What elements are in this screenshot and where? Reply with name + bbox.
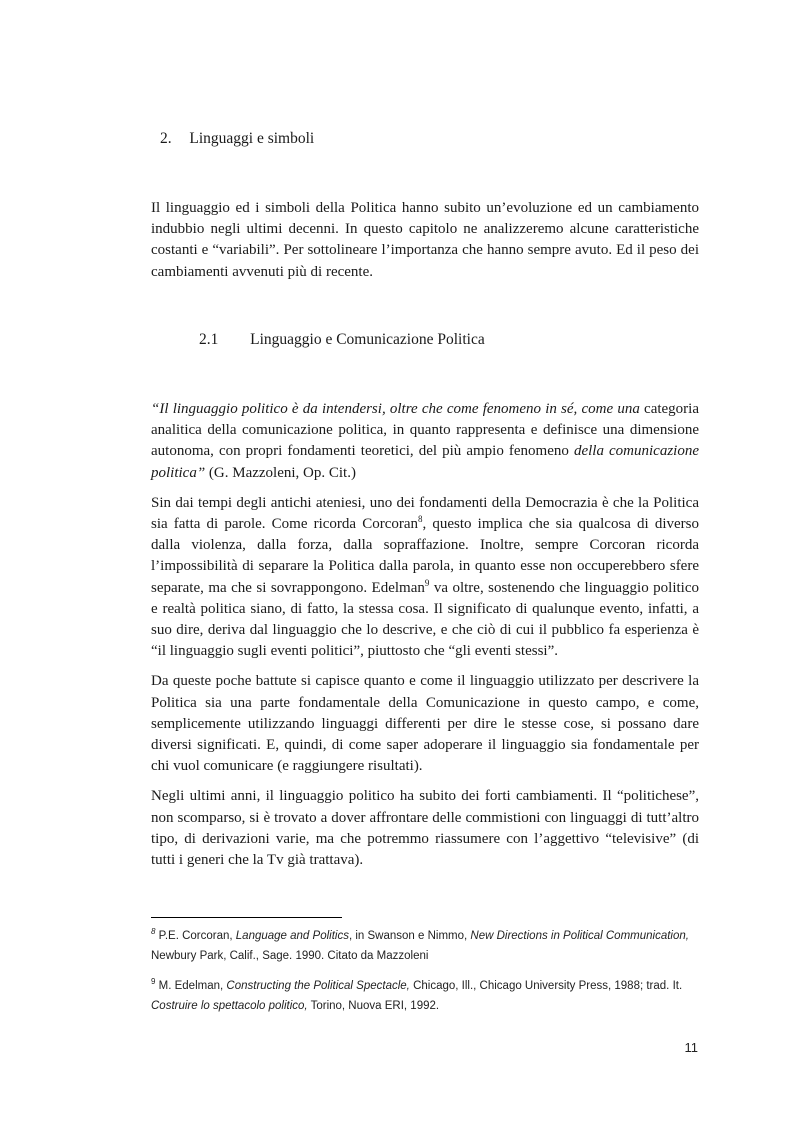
footnote-9-author: M. Edelman, [155,980,227,992]
footnote-9-translation-publisher: Torino, Nuova ERI, 1992. [307,1000,440,1012]
paragraph-2: Da queste poche battute si capisce quanto e come il linguaggio utilizzato per descrivere la Politica sia una parte fondamentale della Comunicazione in questo campo, e come, semplicemente utilizzando linguaggi differenti per dire le stesse cose, si possano dare diversi significati. E, quindi, di come saper adoperare il linguaggio sia fondamentale per chi vuol comunicare (e raggiungere risultati). [151,673,699,775]
quote-italic-end: della comunicazione politica” [151,443,699,481]
page-number: 11 [684,1040,698,1055]
quote-body: categoria analitica della comunicazione politica, in quanto rappresenta e definisce una dimensione autonoma, con propri fondamenti teoretici, del più ampio fenomeno [151,401,699,460]
subsection-heading [199,331,485,349]
footnote-9-number: 9 [151,977,156,987]
footnote-8-in: , in Swanson e Nimmo, [348,930,471,942]
section-heading [160,130,314,148]
section-number: 2. [160,130,172,147]
footnote-9-publisher: Chicago, Ill., Chicago University Press, 1988; trad. It. [409,980,683,992]
footnote-8-author: P.E. Corcoran, [155,930,236,942]
quote-citation: (G. Mazzoleni, Op. Cit.) [205,464,356,481]
paragraph-3: Negli ultimi anni, il linguaggio politico ha subito dei forti cambiamenti. Il “politichese”, non scomparso, si è trovato a dover affrontare delle commistioni con linguaggi di tutt’altro tipo, di derivazioni varie, ma che potremmo riassumere con l’aggettivo “televisive” (di tutti i generi che la Tv già trattava). [151,788,699,869]
footnote-9-translation-title: Costruire lo spettacolo politico, [151,1000,308,1012]
footnote-ref-8[interactable]: 8 [418,514,423,525]
quote-paragraph [151,399,699,484]
section-title: Linguaggi e simboli [189,130,315,147]
paragraph-1 [151,493,699,663]
footnote-separator [151,917,342,918]
footnote-8-publisher: Newbury Park, Calif., Sage. 1990. Citato da Mazzoleni [151,950,429,962]
subsection-title: Linguaggio e Comunicazione Politica [250,331,485,348]
body-text [151,399,699,871]
paragraph-1-text-b: , questo implica che sia qualcosa di diverso dalla violenza, dalla forza, dalla sopraffazione. Inoltre, sempre Corcoran ricorda l’impossibilità di separare la Politica dalla parola, in quanto esse non occuperebbero sfere separate, ma che si sovrappongono. Edelman [151,516,699,596]
footnote-8 [151,926,699,966]
footnote-8-number: 8 [151,927,156,937]
paragraph-1-text-c: va oltre, sostenendo che linguaggio politico e realtà politica siano, di fatto, la stessa cosa. Il significato di qualunque evento, infatti, a suo dire, deriva dal linguaggio che lo descrive, e che ciò di cui il pubblico fa esperienza è “il linguaggio sugli eventi politici”, piuttosto che “gli eventi stessi”. [151,579,699,660]
subsection-number: 2.1 [199,331,219,348]
footnote-8-title: Language and Politics [235,930,349,942]
intro-paragraph: Il linguaggio ed i simboli della Politica hanno subito un’evoluzione ed un cambiamento indubbio negli ultimi decenni. In questo capitolo ne analizzeremo alcune caratteristiche costanti e “variabili”. Per sottolineare l’importanza che hanno sempre avuto. Ed il peso dei cambiamenti avvenuti più di recente. [151,200,699,280]
paragraph-1-text-a: Sin dai tempi degli antichi ateniesi, uno dei fondamenti della Democrazia è che la Politica sia fatta di parole. Come ricorda Corcoran [151,494,699,533]
footnote-9 [151,976,699,1016]
footnote-ref-9[interactable]: 9 [424,577,430,588]
footnote-8-book: New Directions in Political Communication, [470,930,689,942]
quote-italic-start: “Il linguaggio politico è da intendersi, oltre che come fenomeno in sé, come una [151,401,640,417]
footnote-9-title: Constructing the Political Spectacle, [226,980,410,992]
